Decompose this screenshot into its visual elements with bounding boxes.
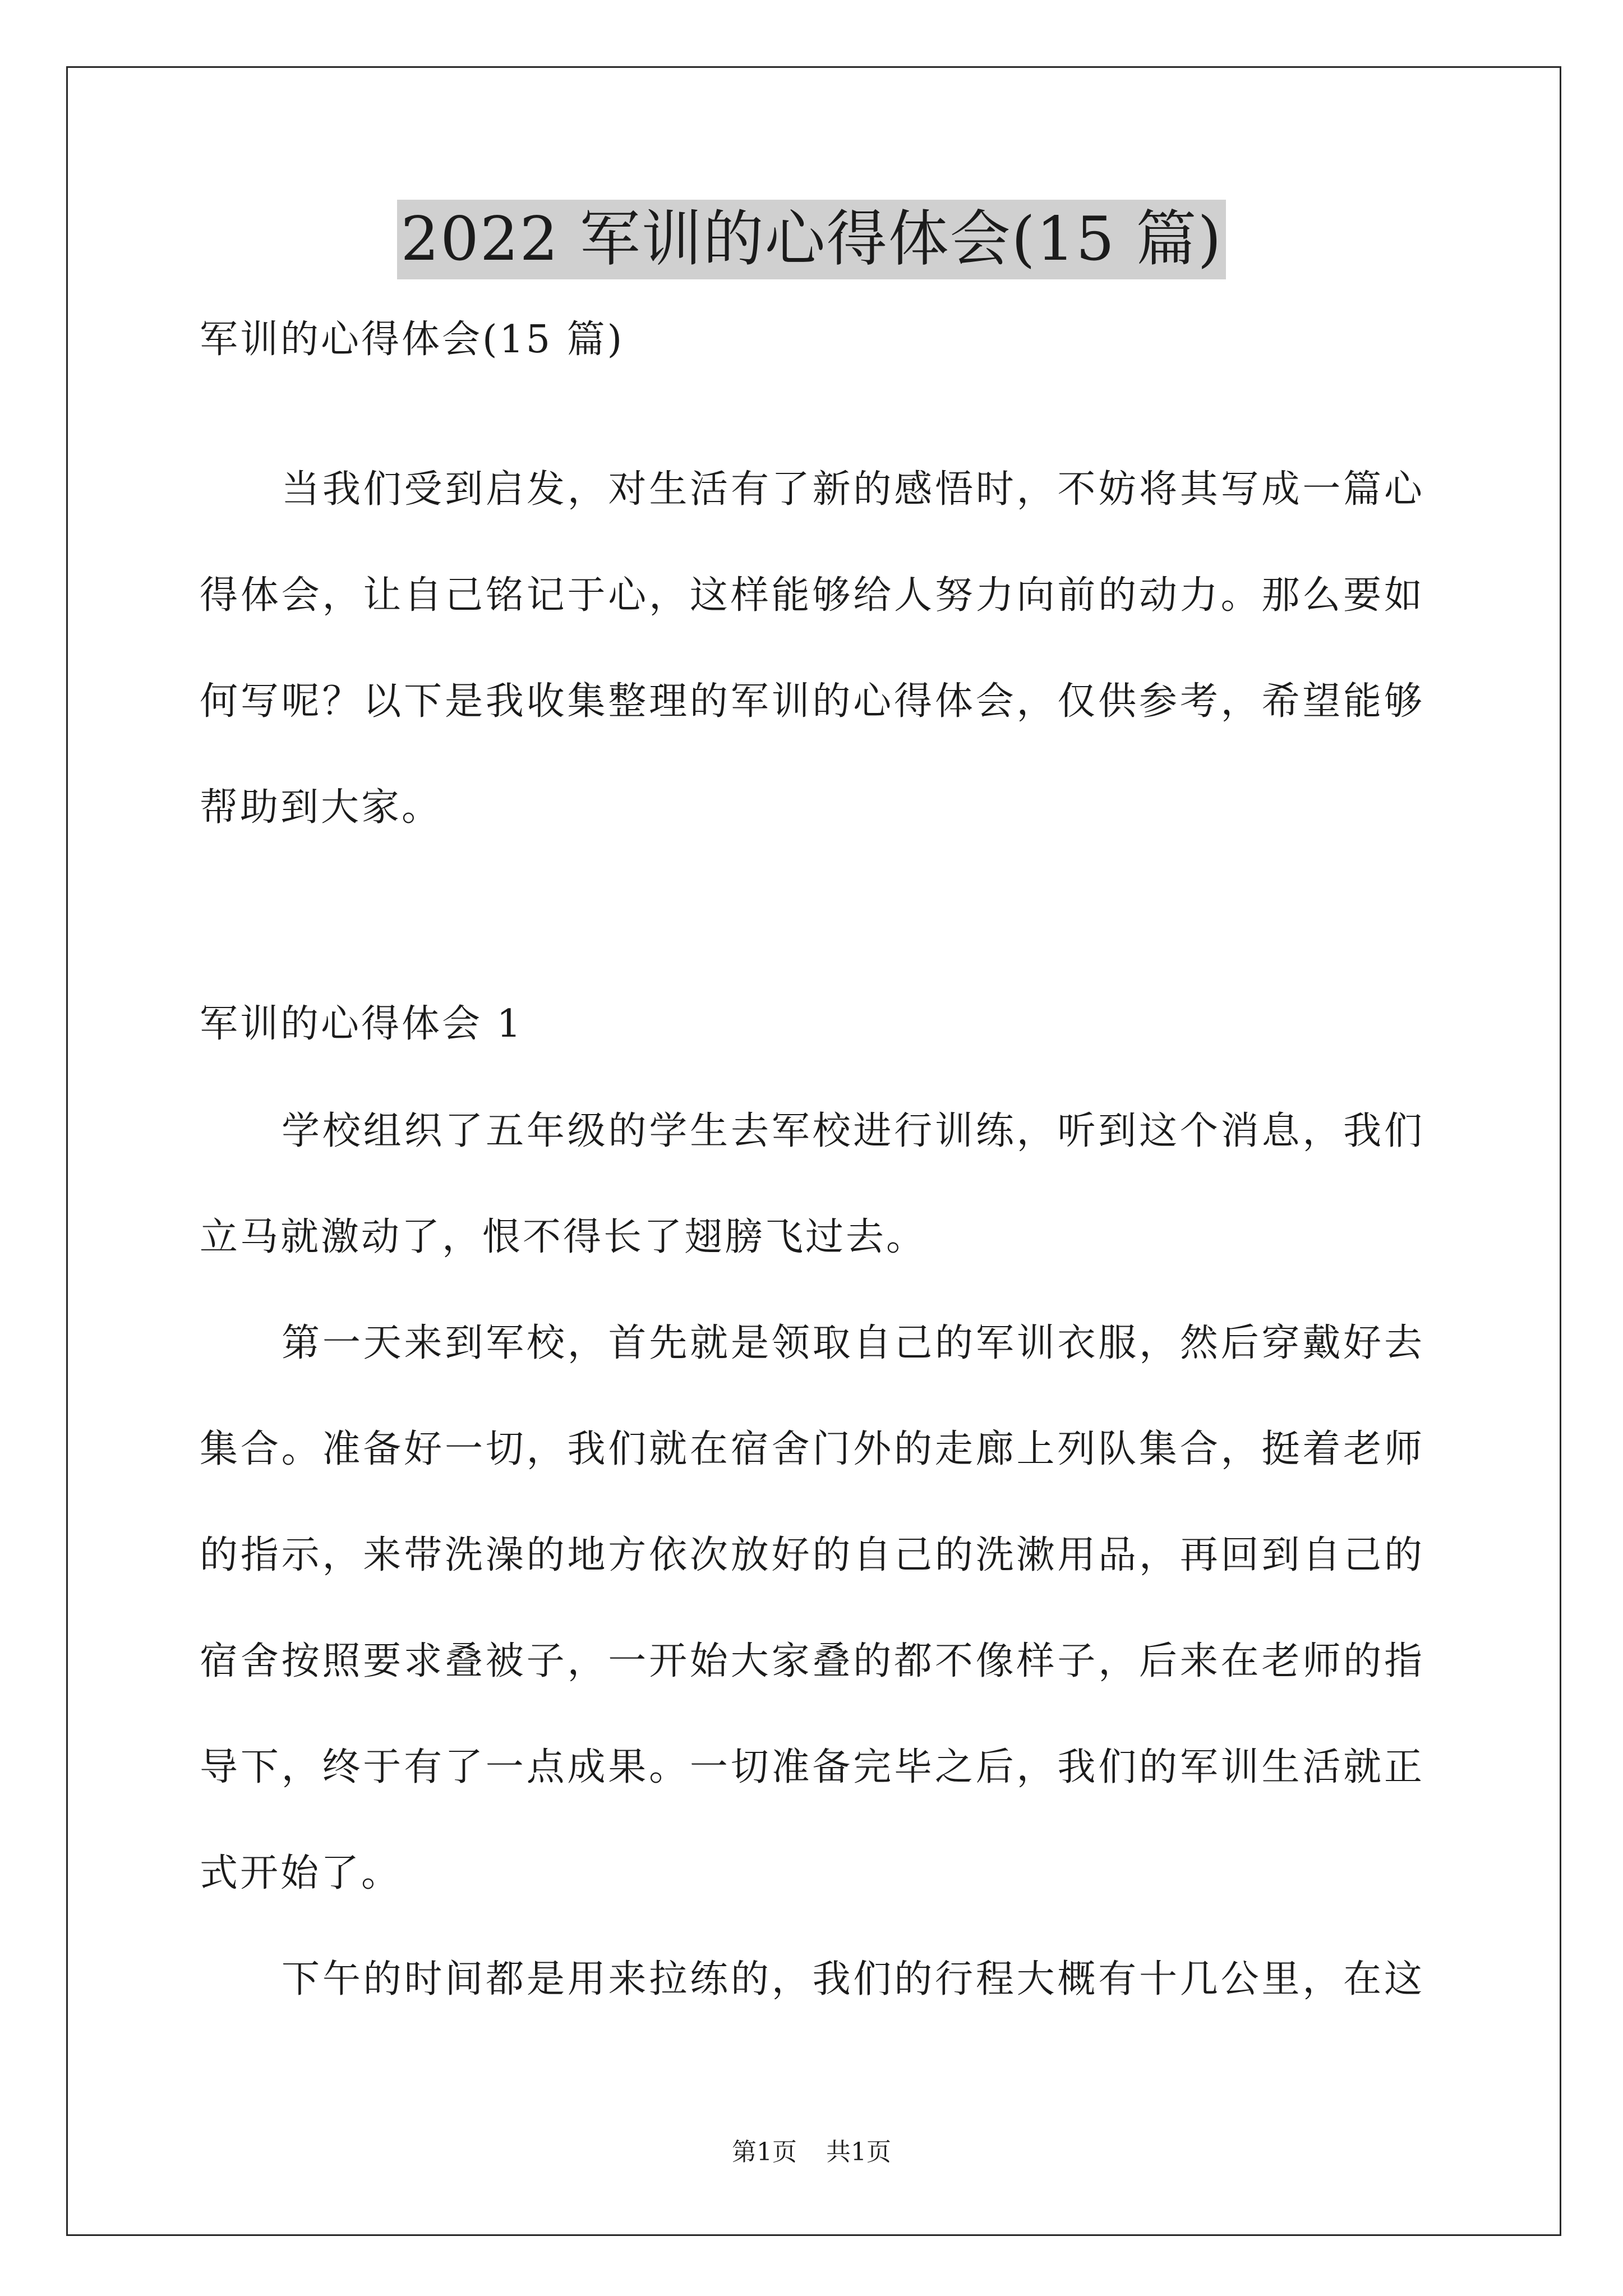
- text-line: 第一天来到军校，首先就是领取自己的军训衣服，然后穿戴好去: [282, 1321, 1424, 1365]
- page-number: 第1页: [732, 2138, 797, 2166]
- text-line: 学校组织了五年级的学生去军校进行训练，听到这个消息，我们: [282, 1109, 1424, 1153]
- text-line: 得体会，让自己铭记于心，这样能够给人努力向前的动力。那么要如: [200, 573, 1424, 618]
- subtitle-block: [200, 287, 1424, 393]
- text-line: 导下，终于有了一点成果。一切准备完毕之后，我们的军训生活就正: [200, 1745, 1424, 1789]
- text-line: 何写呢？以下是我收集整理的军训的心得体会，仅供参考，希望能够: [200, 679, 1424, 724]
- body-paragraph: [200, 1078, 1424, 1290]
- text-line: 的指示，来带洗澡的地方依次放好的自己的洗漱用品，再回到自己的: [200, 1533, 1424, 1577]
- section-heading-block: [200, 971, 1424, 1077]
- text-line: 式开始了。: [200, 1851, 402, 1895]
- text-line: 帮助到大家。: [200, 785, 442, 830]
- text-line: 下午的时间都是用来拉练的，我们的行程大概有十几公里，在这: [282, 1957, 1424, 2001]
- page-footer: [0, 2136, 1623, 2169]
- intro-paragraph: [200, 436, 1424, 861]
- body-paragraph: [200, 1926, 1424, 2032]
- text-line: 当我们受到启发，对生活有了新的感悟时，不妨将其写成一篇心: [282, 467, 1424, 512]
- page-total: 共1页: [826, 2138, 891, 2166]
- title-row: [0, 200, 1623, 279]
- text-line: 宿舍按照要求叠被子，一开始大家叠的都不像样子，后来在老师的指: [200, 1639, 1424, 1683]
- section-heading: 军训的心得体会 1: [200, 1002, 523, 1046]
- body-paragraph: [200, 1290, 1424, 1926]
- document-subtitle: 军训的心得体会(15 篇): [200, 318, 625, 362]
- text-line: 立马就激动了，恨不得长了翅膀飞过去。: [200, 1215, 927, 1259]
- text-line: 集合。准备好一切，我们就在宿舍门外的走廊上列队集合，挺着老师: [200, 1427, 1424, 1471]
- document-title: 2022 军训的心得体会(15 篇): [397, 200, 1225, 279]
